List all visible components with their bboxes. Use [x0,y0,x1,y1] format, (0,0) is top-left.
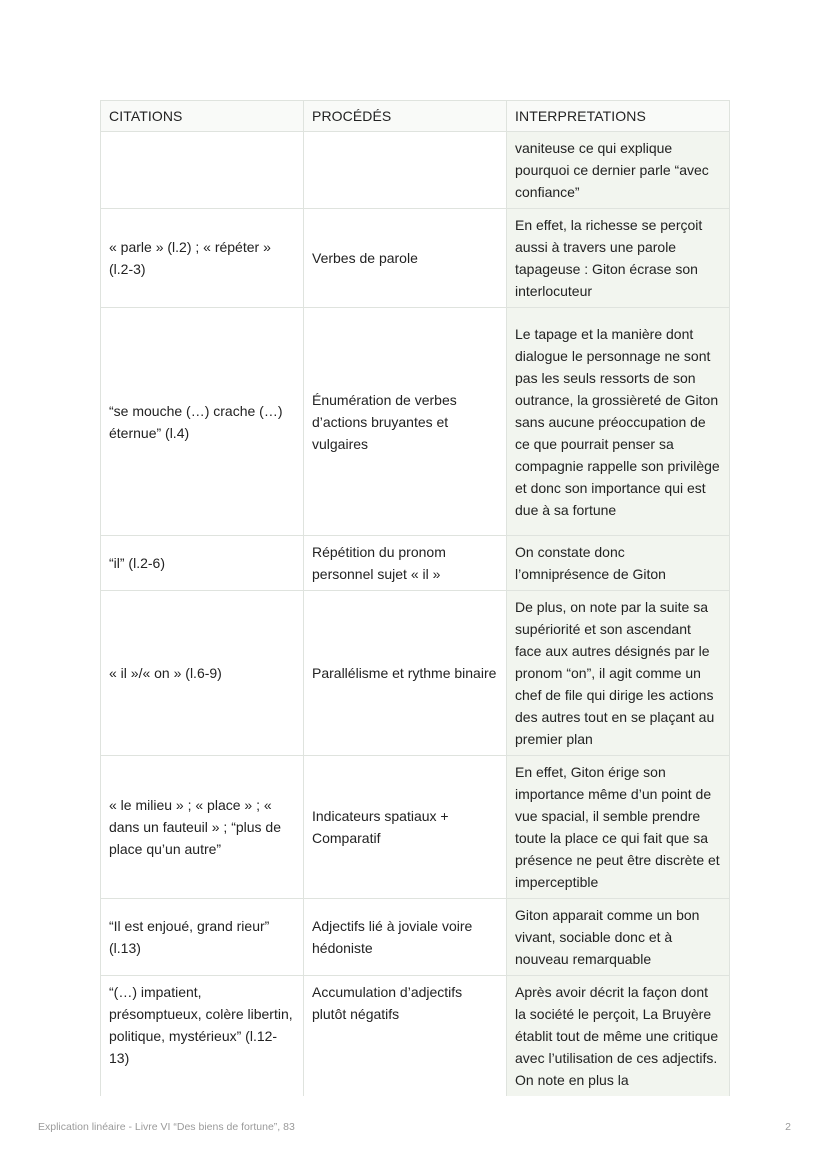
citation-cell: “Il est enjoué, grand rieur” (l.13) [101,899,304,976]
header-procedes: PROCÉDÉS [304,101,507,132]
procede-cell: Parallélisme et rythme binaire [304,591,507,756]
procede-cell: Répétition du pronom personnel sujet « il » [304,536,507,591]
procede-cell [304,132,507,209]
interpretation-cell: Après avoir décrit la façon dont la société le perçoit, La Bruyère établit tout de même une critique avec l’utilisation de ces adjectifs. On note en plus la [507,976,730,1097]
procede-cell: Énumération de verbes d’actions bruyantes et vulgaires [304,308,507,536]
table-header-row [101,101,730,132]
procede-cell: Adjectifs lié à joviale voire hédoniste [304,899,507,976]
analysis-table [100,100,730,1096]
footer-document-title: Explication linéaire - Livre VI “Des biens de fortune”, 83 [38,1121,295,1133]
footer-page-number: 2 [785,1121,791,1133]
procede-cell: Indicateurs spatiaux + Comparatif [304,756,507,899]
table-row [101,308,730,536]
table-row [101,976,730,1097]
interpretation-cell: Le tapage et la manière dont dialogue le personnage ne sont pas les seuls ressorts de son outrance, la grossièreté de Giton sans aucune préoccupation de ce que pourrait penser sa compagnie rappelle son privilège et donc son importance qui est due à sa fortune [507,308,730,536]
citation-cell: “(…) impatient, présomptueux, colère libertin, politique, mystérieux” (l.12-13) [101,976,304,1097]
interpretation-cell: En effet, la richesse se perçoit aussi à travers une parole tapageuse : Giton écrase son interlocuteur [507,209,730,308]
citation-cell [101,132,304,209]
table-row [101,899,730,976]
citation-cell: « parle » (l.2) ; « répéter » (l.2-3) [101,209,304,308]
interpretation-cell: Giton apparait comme un bon vivant, sociable donc et à nouveau remarquable [507,899,730,976]
citation-cell: “il” (l.2-6) [101,536,304,591]
procede-cell: Verbes de parole [304,209,507,308]
procede-cell: Accumulation d’adjectifs plutôt négatifs [304,976,507,1097]
header-citations: CITATIONS [101,101,304,132]
table-row [101,591,730,756]
interpretation-cell: vaniteuse ce qui explique pourquoi ce dernier parle “avec confiance” [507,132,730,209]
table-row [101,536,730,591]
interpretation-cell: En effet, Giton érige son importance même d’un point de vue spacial, il semble prendre toute la place ce qui fait que sa présence ne peut être discrète et imperceptible [507,756,730,899]
table-row [101,756,730,899]
citation-cell: « le milieu » ; « place » ; « dans un fauteuil » ; “plus de place qu’un autre” [101,756,304,899]
interpretation-cell: On constate donc l’omniprésence de Giton [507,536,730,591]
header-interpretations: INTERPRETATIONS [507,101,730,132]
table-row [101,209,730,308]
table-row [101,132,730,209]
citation-cell: “se mouche (…) crache (…) éternue” (l.4) [101,308,304,536]
interpretation-cell: De plus, on note par la suite sa supériorité et son ascendant face aux autres désignés par le pronom “on”, il agit comme un chef de file qui dirige les actions des autres tout en se plaçant au premier plan [507,591,730,756]
citation-cell: « il »/« on » (l.6-9) [101,591,304,756]
